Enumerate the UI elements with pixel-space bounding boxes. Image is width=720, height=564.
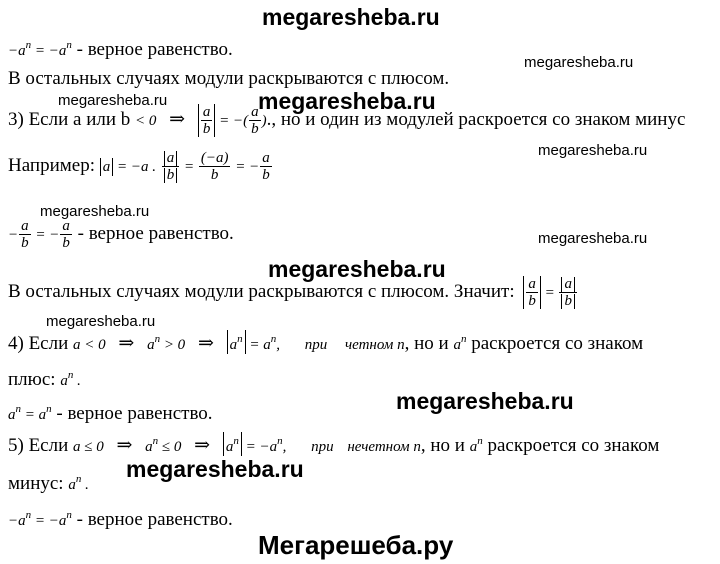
watermark-left-bottom: megaresheba.ru	[126, 456, 304, 482]
equation-line-1: $-a^n = -a^n$ - верное равенство.	[8, 39, 233, 60]
footer-brand: Мегарешеба.ру	[258, 530, 454, 560]
implies-symbol: ⇒	[116, 435, 133, 456]
item-5: 5) Если a ≤ 0 ⇒ $a^n \le 0$ ⇒ $a^n = -a^n$, при нечетном n, но и $a^n$ раскроется со знаком	[8, 430, 659, 458]
item-3: 3) Если a или b < 0 ⇒ $\frac{a}{b}$ = −( $\frac{a}{b}$ )., но и один из модулей раскроется со знаком минус	[8, 104, 686, 137]
item-4: 4) Если a < 0 ⇒ $a^n > 0$ ⇒ $a^n = a^n$, при четном n, но и $a^n$ раскроется со знаком	[8, 328, 643, 356]
implies-symbol: ⇒	[194, 435, 211, 456]
item-5-line2: минус: $a^n$ .	[8, 473, 89, 494]
watermark-left-mid: megaresheba.ru	[40, 203, 150, 220]
watermark-left-lower: megaresheba.ru	[46, 313, 156, 330]
item-4-line2: плюс: $a^n$ .	[8, 369, 81, 390]
item-5-mid: , но и	[420, 435, 465, 456]
equation-line-9: $a^n = a^n$ - верное равенство.	[8, 403, 213, 424]
watermark-right-mid2: megaresheba.ru	[538, 230, 648, 247]
when-even: при четном	[304, 337, 394, 353]
item-4-mid: , но и	[404, 333, 449, 354]
example-label: Например:	[8, 154, 95, 176]
abs-fraction: $\frac{a}{b}$	[198, 104, 216, 137]
watermark-right-upper: megaresheba.ru	[524, 54, 634, 71]
implies-symbol: ⇒	[197, 333, 214, 354]
implies-symbol: ⇒	[169, 108, 186, 130]
item-5-line2-label: минус:	[8, 473, 64, 494]
watermark-right-mid: megaresheba.ru	[538, 142, 648, 159]
text-other-cases-2: В остальных случаях модули раскрываются с плюсом. Значит: $\frac{a}{b}$ = $\frac{a}{b}$	[8, 276, 578, 309]
watermark-right-lower: megaresheba.ru	[396, 388, 574, 414]
item-5-start: 5) Если	[8, 435, 69, 456]
when-odd: при нечетном	[311, 439, 410, 455]
item-3-end: ., но и один из модулей раскроется со знаком минус	[266, 108, 686, 130]
item-5-end: раскроется со знаком	[487, 435, 660, 456]
watermark-line3-big: megaresheba.ru	[258, 88, 436, 114]
equation-line-12: $-a^n = -a^n$ - верное равенство.	[8, 509, 233, 530]
equation-note-1: - верное равенство.	[76, 39, 233, 60]
equation-note-9: - верное равенство.	[56, 403, 213, 424]
implies-symbol: ⇒	[118, 333, 135, 354]
equation-note-12: - верное равенство.	[76, 509, 233, 530]
lt0: < 0	[135, 112, 157, 129]
text-other-cases-1: В остальных случаях модули раскрываются с плюсом.	[8, 68, 450, 89]
equation-note-5: - верное равенство.	[77, 222, 234, 244]
item-4-start: 4) Если	[8, 333, 69, 354]
item-3-start: 3) Если a или b	[8, 108, 131, 130]
equation-line-5: − $\frac{a}{b}$ = − $\frac{a}{b}$ - верное равенство.	[8, 218, 234, 251]
watermark-top: megaresheba.ru	[262, 4, 440, 30]
example-line: Например: a = −a . $\frac{a}{b}$ = $\frac{(-a)}{b}$ = − $\frac{a}{b}$	[8, 150, 270, 183]
item-4-end: раскроется со знаком	[471, 333, 644, 354]
text-other-cases-2-label: В остальных случаях модули раскрываются с плюсом. Значит:	[8, 280, 515, 302]
item-4-line2-label: плюс:	[8, 369, 56, 390]
watermark-line3-small: megaresheba.ru	[58, 92, 168, 109]
watermark-center-mid: megaresheba.ru	[268, 256, 446, 282]
